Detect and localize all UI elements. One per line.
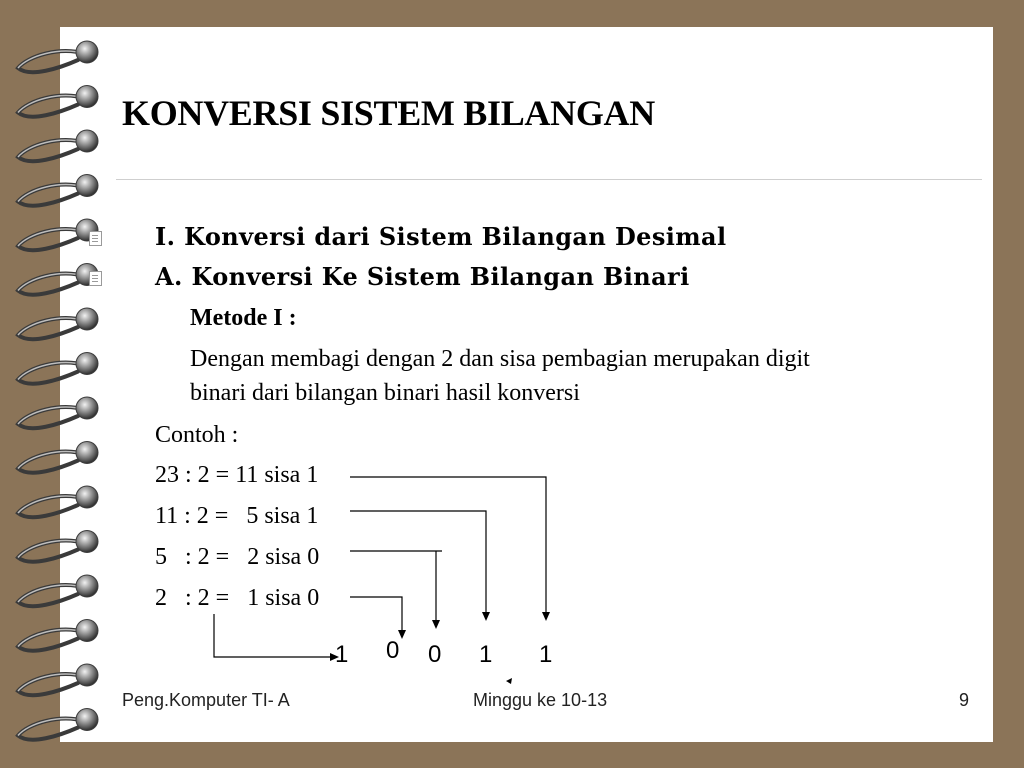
method-label: Metode I : xyxy=(190,305,297,331)
result-digit: 1 xyxy=(335,641,349,668)
division-step: 11 : 2 = 5 sisa 1 xyxy=(155,503,319,529)
method-description-line1: Dengan membagi dengan 2 dan sisa pembagian merupakan digit xyxy=(190,346,810,372)
result-digit: 1 xyxy=(539,641,553,668)
result-digit: 0 xyxy=(386,637,400,664)
method-description-line2: binari dari bilangan binari hasil konversi xyxy=(190,380,580,406)
result-digit: 1 xyxy=(479,641,493,668)
slide-title: KONVERSI SISTEM BILANGAN xyxy=(122,93,655,133)
footer-course: Peng.Komputer TI- A xyxy=(122,690,290,710)
result-digit: 0 xyxy=(428,641,442,668)
division-step: 23 : 2 = 11 sisa 1 xyxy=(155,462,319,488)
division-step: 5 : 2 = 2 sisa 0 xyxy=(155,544,320,570)
footer-week: Minggu ke 10-13 xyxy=(473,690,608,710)
heading-binary-conversion: A. Konversi Ke Sistem Bilangan Binari xyxy=(155,262,690,291)
heading-decimal-conversion: I. Konversi dari Sistem Bilangan Desimal xyxy=(155,222,727,251)
footer-page-number: 9 xyxy=(959,690,970,710)
example-label: Contoh : xyxy=(155,422,239,448)
division-step: 2 : 2 = 1 sisa 0 xyxy=(155,585,320,611)
